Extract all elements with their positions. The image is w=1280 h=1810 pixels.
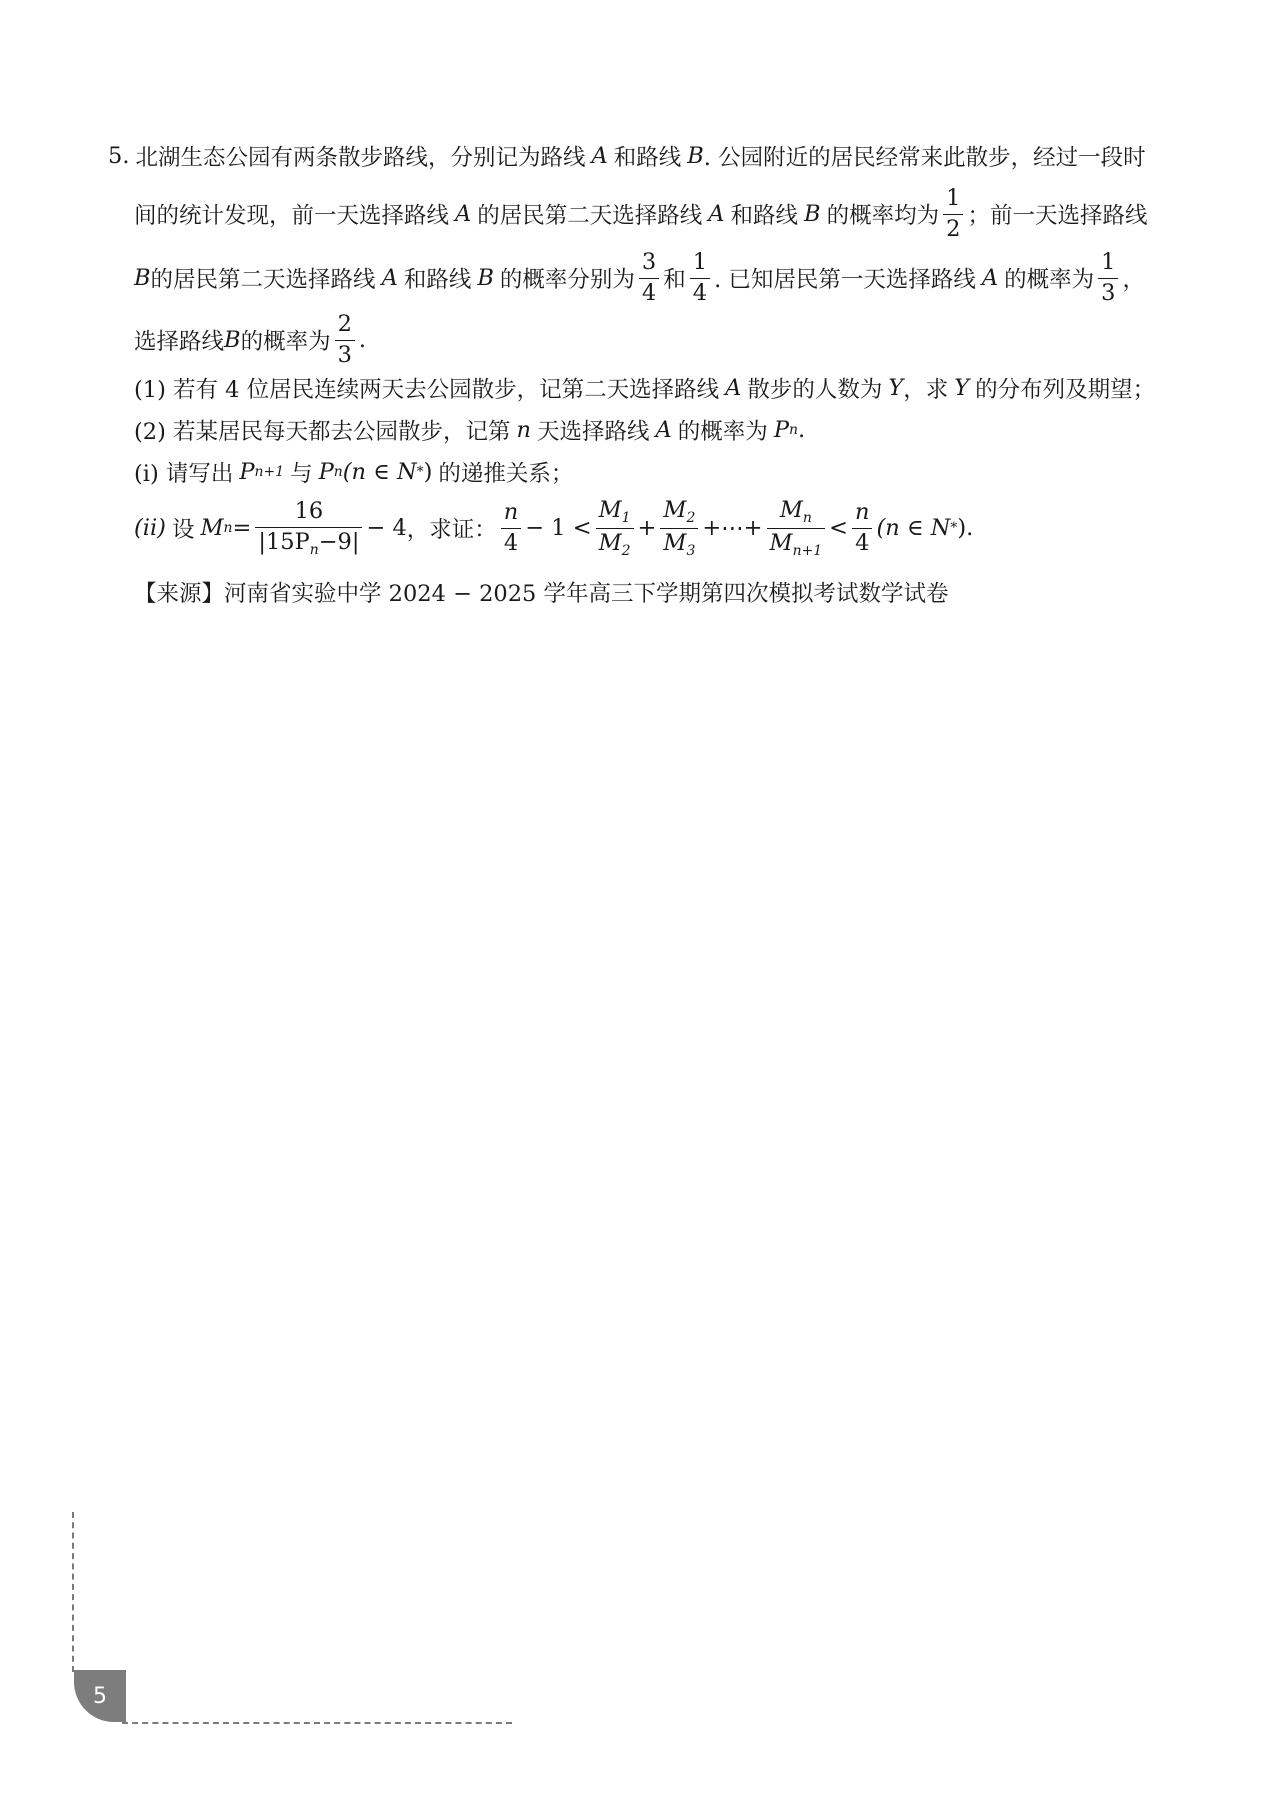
part-1-text: (1) 若有 4 位居民连续两天去公园散步，记第二天选择路线 [134, 377, 720, 403]
fraction-numerator [660, 498, 698, 528]
variable-y: Y [888, 375, 904, 401]
variable-n: n [516, 417, 532, 443]
set-condition: (n ∈ N [342, 459, 417, 485]
fraction-denominator: 2 [943, 214, 963, 243]
fraction-numerator: 1 [692, 249, 708, 275]
problem-line-4 [134, 312, 366, 369]
problem-number: 5. [108, 143, 130, 169]
part-2i-text: 的递推关系； [438, 461, 574, 487]
variable-m: M [779, 497, 803, 523]
fraction-numerator: 1 [946, 185, 961, 211]
subscript-n-plus-1: n+1 [254, 464, 285, 480]
fraction-denominator [660, 528, 698, 559]
problem-text: 的概率为 [240, 329, 331, 356]
part-2i-text: (i) 请写出 [134, 461, 234, 487]
subscript: 3 [686, 542, 696, 559]
fraction-m2-m3 [660, 498, 698, 559]
equals-sign: = [232, 515, 252, 542]
fraction-half [943, 186, 963, 243]
part-1-line [134, 372, 1155, 404]
variable-m: M [598, 529, 622, 556]
part-2i-line [134, 456, 573, 488]
problem-line-1 [108, 140, 1146, 172]
variable-m: M [598, 497, 622, 523]
superscript-star: * [416, 464, 424, 480]
part-2ii-text: ，求证： [406, 517, 497, 544]
close-paren: ) [423, 459, 433, 485]
problem-line-2 [134, 186, 1147, 243]
fraction-two-thirds [335, 312, 355, 369]
fraction-denominator: 4 [690, 278, 710, 307]
part-2-text: . [797, 417, 806, 443]
fraction-numerator: 16 [294, 498, 324, 525]
subscript-n: n [333, 464, 343, 480]
fraction-third [1098, 250, 1118, 307]
subscript-n: n [223, 520, 233, 537]
superscript-star: * [950, 520, 958, 537]
problem-text: 和路线 [403, 267, 472, 294]
route-a: A [708, 201, 725, 228]
problem-text: 的概率为 [1004, 267, 1095, 294]
part-1-text: 的分布列及期望； [975, 377, 1156, 403]
problem-text: ；前一天选择路线 [967, 203, 1148, 230]
problem-text: 选择路线 [134, 329, 225, 356]
fraction-denominator: 4 [852, 528, 872, 557]
variable-m: M [663, 529, 687, 556]
minus-four: − 4 [366, 515, 407, 542]
fraction-denominator: 4 [501, 528, 521, 557]
plus-sign: + [637, 515, 657, 542]
route-a: A [455, 201, 472, 228]
problem-text: 的居民第二天选择路线 [150, 267, 376, 294]
route-b: B [687, 143, 704, 169]
subscript: 2 [621, 542, 631, 559]
fraction-denominator: 3 [335, 340, 355, 369]
page-number-tab [74, 1670, 126, 1722]
problem-text: 的概率均为 [826, 203, 940, 230]
variable-p: P [318, 459, 334, 485]
route-b: B [134, 265, 151, 292]
subscript: 2 [686, 509, 696, 526]
subscript: n [802, 509, 812, 526]
variable-p: P [773, 417, 789, 443]
fraction-numerator [777, 498, 815, 528]
variable-m: M [769, 529, 793, 556]
close-paren: ). [957, 515, 974, 542]
fraction-n-over-4 [501, 500, 522, 557]
part-2ii-line [134, 498, 973, 559]
problem-line-3 [134, 250, 1145, 307]
fraction-denominator [255, 527, 362, 558]
less-than-sign: < [829, 515, 848, 542]
part-2ii-text: 设 [171, 517, 195, 544]
fraction-numerator: 3 [641, 249, 657, 275]
fraction-numerator [596, 498, 634, 528]
route-a: A [655, 417, 672, 443]
route-b: B [804, 201, 821, 228]
route-a: A [591, 143, 608, 169]
fraction-mn-mn1 [767, 498, 826, 559]
fraction-n-over-4 [852, 500, 873, 557]
horizontal-dashed-line [122, 1722, 512, 1724]
source-line [134, 576, 948, 608]
part-2-text: 的概率为 [677, 419, 768, 445]
source-text: 【来源】河南省实验中学 2024 − 2025 学年高三下学期第四次模拟考试数学试卷 [134, 581, 949, 607]
vertical-dashed-line [72, 1512, 74, 1672]
set-condition: (n ∈ N [876, 515, 951, 542]
subscript: 1 [621, 509, 631, 526]
route-b: B [224, 327, 241, 354]
page-number: 5 [93, 1683, 107, 1709]
variable-y: Y [954, 375, 970, 401]
route-b: B [477, 265, 494, 292]
problem-text: 和路线 [730, 203, 799, 230]
part-2i-text: 与 [290, 461, 313, 487]
problem-text: . 已知居民第一天选择路线 [714, 267, 976, 294]
problem-text: 和 [663, 267, 686, 294]
route-a: A [725, 375, 742, 401]
fraction-m-definition [255, 499, 362, 558]
fraction-three-quarters [639, 250, 659, 307]
part-2-line [134, 414, 805, 446]
fraction-numerator: 1 [1101, 249, 1116, 275]
problem-text: 的居民第二天选择路线 [477, 203, 703, 230]
route-a: A [381, 265, 398, 292]
variable-m: M [663, 497, 687, 523]
problem-text: . 公园附近的居民经常来此散步，经过一段时 [703, 145, 1146, 171]
fraction-denominator [596, 528, 634, 559]
abs-15p: |15P [258, 528, 310, 555]
problem-text: 的概率分别为 [499, 267, 635, 294]
part-2ii-label: (ii) [134, 515, 166, 542]
subscript: n+1 [792, 542, 823, 559]
problem-text: ， [1122, 267, 1145, 294]
fraction-m1-m2 [596, 498, 634, 559]
variable-m: M [200, 515, 224, 542]
fraction-numerator: n [503, 499, 519, 526]
part-1-text: ，求 [903, 377, 949, 403]
subscript-n: n [309, 541, 319, 558]
problem-text: 和路线 [613, 145, 682, 171]
variable-p: P [239, 459, 255, 485]
ellipsis-plus: +⋯+ [702, 515, 763, 542]
fraction-numerator: n [854, 499, 870, 526]
part-2-text: 天选择路线 [537, 419, 650, 445]
minus-one-less-than: − 1 < [525, 515, 592, 542]
part-1-text: 散步的人数为 [747, 377, 883, 403]
problem-text: 间的统计发现，前一天选择路线 [134, 203, 450, 230]
problem-text: 北湖生态公园有两条散步路线，分别记为路线 [135, 145, 586, 171]
fraction-denominator: 4 [639, 278, 659, 307]
part-2-text: (2) 若某居民每天都去公园散步，记第 [134, 419, 511, 445]
fraction-denominator [767, 528, 826, 559]
fraction-numerator: 2 [337, 311, 352, 337]
subscript-n: n [788, 422, 798, 438]
fraction-quarter [690, 250, 710, 307]
abs-minus-9: −9| [318, 528, 360, 555]
fraction-denominator: 3 [1098, 278, 1118, 307]
route-a: A [981, 265, 999, 292]
problem-text: . [358, 327, 367, 354]
